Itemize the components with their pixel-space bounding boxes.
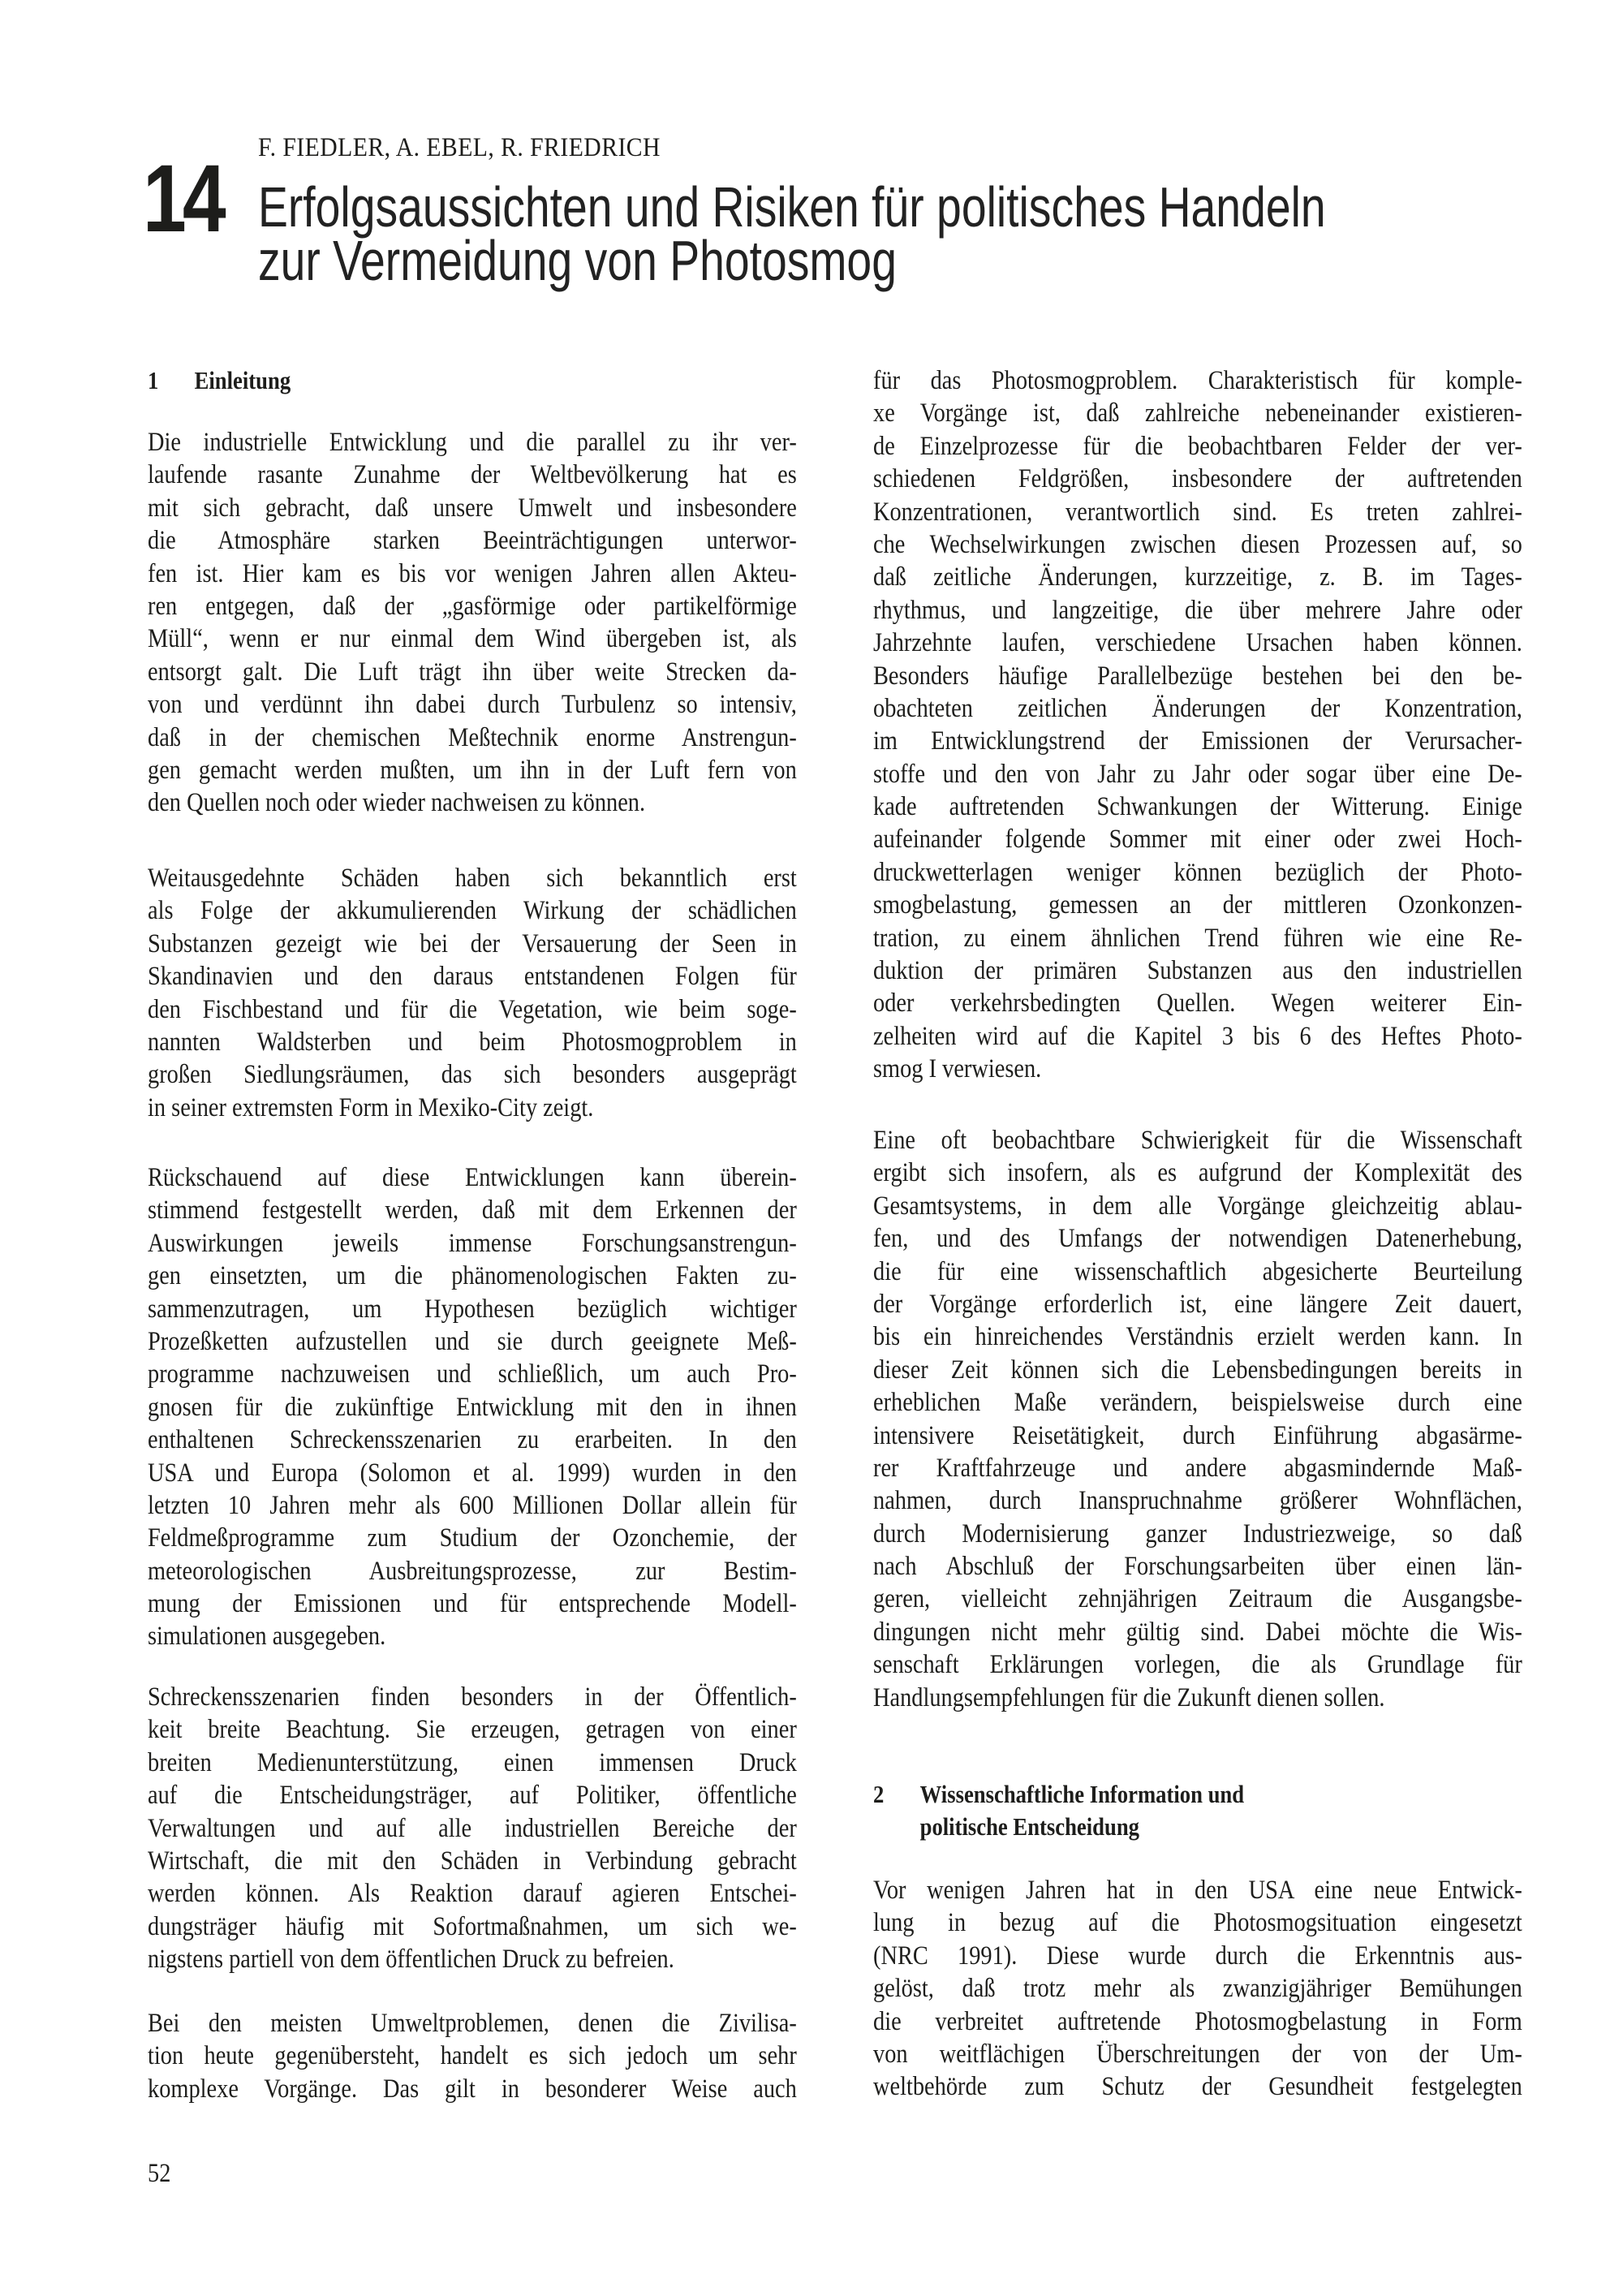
section-number: 1 <box>148 366 159 394</box>
text-line: sammenzutragen, um Hypothesen bezüglich wichtiger <box>148 1294 797 1324</box>
text-line: Weitausgedehnte Schäden haben sich bekanntlich erst <box>148 864 797 893</box>
text-line: Rückschauend auf diese Entwicklungen kann überein- <box>148 1163 797 1192</box>
text-line: programme nachzuweisen und schließlich, um auch Pro- <box>148 1359 797 1389</box>
text-line: als Folge der akkumulierenden Wirkung der schädlichen <box>148 896 797 926</box>
text-line: Jahrzehnte laufen, verschiedene Ursachen haben können. <box>873 628 1522 658</box>
paragraph <box>873 364 1522 1086</box>
text-line: durch Modernisierung ganzer Industriezweige, so daß <box>873 1518 1522 1549</box>
text-line: den Quellen noch oder wieder nachweisen zu können. <box>148 788 646 818</box>
text-line: rer Kraftfahrzeuge und andere abgasmindernde Maß- <box>873 1453 1522 1483</box>
text-line: simulationen ausgegeben. <box>148 1622 386 1652</box>
text-line: (NRC 1991). Diese wurde durch die Erkenntnis aus- <box>873 1941 1522 1971</box>
text-line: zelheiten wird auf die Kapitel 3 bis 6 des Heftes Photo- <box>873 1021 1522 1051</box>
text-line: Schreckensszenarien finden besonders in der Öffentlich- <box>148 1682 797 1712</box>
text-line: in seiner extremsten Form in Mexiko-City zeigt. <box>148 1092 594 1122</box>
text-line: geren, vielleicht zehnjährigen Zeitraum die Ausgangsbe- <box>873 1584 1522 1614</box>
text-line: Besonders häufige Parallelbezüge bestehen bei den be- <box>873 661 1522 691</box>
text-line: rhythmus, und langzeitige, die über mehrere Jahre oder <box>873 595 1522 625</box>
text-line: xe Vorgänge ist, daß zahlreiche nebeneinander existieren- <box>873 398 1522 429</box>
text-line: keit breite Beachtung. Sie erzeugen, getragen von einer <box>148 1715 797 1745</box>
text-line: Prozeßketten aufzustellen und sie durch geeignete Meß- <box>148 1326 797 1356</box>
text-line: che Wechselwirkungen zwischen diesen Prozessen auf, so <box>873 529 1522 559</box>
text-line: die für eine wissenschaftlich abgesicherte Beurteilung <box>873 1256 1522 1286</box>
chapter-title <box>258 175 1326 292</box>
text-line: senschaft Erklärungen vorlegen, die als Grundlage für <box>873 1650 1522 1680</box>
text-line: obachteten zeitlichen Änderungen der Konzentration, <box>873 693 1522 723</box>
text-line: enthaltenen Schreckensszenarien zu erarbeiten. In den <box>148 1425 797 1455</box>
text-line: aufeinander folgende Sommer mit einer oder zwei Hoch- <box>873 825 1522 855</box>
text-line: entsorgt galt. Die Luft trägt ihn über weite Strecken da- <box>148 657 797 687</box>
text-line: auf die Entscheidungsträger, auf Politiker, öffentliche <box>148 1781 797 1811</box>
text-line: laufende rasante Zunahme der Weltbevölkerung hat es <box>148 460 797 490</box>
text-line: Verwaltungen und auf alle industriellen Bereiche der <box>148 1813 797 1843</box>
text-line: fen ist. Hier kam es bis vor wenigen Jahren allen Akteu- <box>148 558 797 588</box>
text-line: gelöst, daß trotz mehr als zwanzigjähriger Bemühungen <box>873 1974 1522 2004</box>
section-number: 2 <box>873 1780 885 1808</box>
text-line: Auswirkungen jeweils immense Forschungsanstrengun- <box>148 1228 797 1258</box>
page-number: 52 <box>148 2159 171 2188</box>
paragraph <box>873 1124 1522 1714</box>
paragraph <box>148 2007 797 2105</box>
text-line: oder verkehrsbedingten Quellen. Wegen weiterer Ein- <box>873 989 1522 1019</box>
chapter-number: 14 <box>143 145 222 252</box>
text-line: Müll“, wenn er nur einmal dem Wind übergeben ist, als <box>148 624 797 654</box>
paragraph <box>148 1161 797 1653</box>
text-line: Feldmeßprogramme zum Studium der Ozonchemie, der <box>148 1523 797 1553</box>
text-line: Eine oft beobachtbare Schwierigkeit für die Wissenschaft <box>873 1126 1522 1155</box>
text-line: Substanzen gezeigt wie bei der Versauerung der Seen in <box>148 928 797 958</box>
text-line: smog I verwiesen. <box>873 1054 1042 1084</box>
paragraph <box>148 1681 797 1976</box>
text-line: daß in der chemischen Meßtechnik enorme Anstrengun- <box>148 722 797 752</box>
text-line: nigstens partiell von dem öffentlichen Druck zu befreien. <box>148 1945 674 1975</box>
text-line: den Fischbestand und für die Vegetation, wie beim soge- <box>148 994 797 1024</box>
text-line: gen gemacht werden mußten, um ihn in der Luft fern von <box>148 755 797 785</box>
text-line: Skandinavien und den daraus entstandenen Folgen für <box>148 962 797 992</box>
text-line: von weitflächigen Überschreitungen der von der Um- <box>873 2039 1522 2069</box>
text-line: dingungen nicht mehr gültig sind. Dabei möchte die Wis- <box>873 1617 1522 1647</box>
text-line: Die industrielle Entwicklung und die parallel zu ihr ver- <box>148 428 797 457</box>
chapter-title-line: zur Vermeidung von Photosmog <box>258 229 897 292</box>
text-line: komplexe Vorgänge. Das gilt in besonderer Weise auch <box>148 2074 797 2104</box>
text-line: de Einzelprozesse für die beobachtbaren Felder der ver- <box>873 431 1522 461</box>
text-line: erheblichen Maße verändern, beispielsweise durch eine <box>873 1388 1522 1418</box>
text-line: Wirtschaft, die mit den Schäden in Verbindung gebracht <box>148 1846 797 1876</box>
text-line: stoffe und den von Jahr zu Jahr oder sogar über eine De- <box>873 759 1522 789</box>
text-line: daß zeitliche Änderungen, kurzzeitige, z. B. im Tages- <box>873 562 1522 592</box>
text-line: USA und Europa (Solomon et al. 1999) wurden in den <box>148 1458 797 1488</box>
chapter-authors: F. FIEDLER, A. EBEL, R. FRIEDRICH <box>258 133 661 162</box>
text-line: von und verdünnt ihn dabei durch Turbulenz so intensiv, <box>148 690 797 720</box>
text-line: der Vorgänge erforderlich ist, eine längere Zeit dauert, <box>873 1289 1522 1319</box>
text-line: fen, und des Umfangs der notwendigen Datenerhebung, <box>873 1224 1522 1254</box>
text-line: nahmen, durch Inanspruchnahme größerer Wohnflächen, <box>873 1486 1522 1516</box>
text-line: Bei den meisten Umweltproblemen, denen die Zivilisa- <box>148 2009 797 2038</box>
text-line: nannten Waldsterben und beim Photosmogproblem in <box>148 1027 797 1057</box>
text-line: mit sich gebracht, daß unsere Umwelt und insbesondere <box>148 493 797 523</box>
text-line: im Entwicklungstrend der Emissionen der Verursacher- <box>873 726 1522 756</box>
text-line: duktion der primären Substanzen aus den industriellen <box>873 956 1522 986</box>
text-line: breiten Medienunterstützung, einen immensen Druck <box>148 1747 797 1777</box>
section-title-line: politische Entscheidung <box>919 1812 1139 1841</box>
text-line: gen einsetzten, um die phänomenologischen Fakten zu- <box>148 1261 797 1291</box>
text-line: bis ein hinreichendes Verständnis erzielt werden kann. In <box>873 1322 1522 1352</box>
text-line: Konzentrationen, verantwortlich sind. Es treten zahlrei- <box>873 497 1522 527</box>
text-line: mung der Emissionen und für entsprechende Modell- <box>148 1589 797 1619</box>
paragraph <box>873 1874 1522 2104</box>
text-line: die Atmosphäre starken Beeinträchtigungen unterwor- <box>148 526 797 556</box>
text-line: meteorologischen Ausbreitungsprozesse, zur Bestim- <box>148 1556 797 1586</box>
text-line: ergibt sich insofern, als es aufgrund der Komplexität des <box>873 1158 1522 1188</box>
text-line: für das Photosmogproblem. Charakteristisch für komple- <box>873 366 1522 395</box>
text-line: lung in bezug auf die Photosmogsituation eingesetzt <box>873 1908 1522 1938</box>
text-line: die verbreitet auftretende Photosmogbelastung in Form <box>873 2006 1522 2036</box>
text-line: gnosen für die zukünftige Entwicklung mit den in ihnen <box>148 1392 797 1422</box>
text-line: großen Siedlungsräumen, das sich besonders ausgeprägt <box>148 1060 797 1090</box>
chapter-title-line: Erfolgsaussichten und Risiken für politisches Handeln <box>258 175 1326 239</box>
text-line: Handlungsempfehlungen für die Zukunft dienen sollen. <box>873 1682 1385 1712</box>
text-line: tration, zu einem ähnlichen Trend führen wie eine Re- <box>873 923 1522 953</box>
section-title-line: Wissenschaftliche Information und <box>919 1780 1245 1808</box>
text-line: tion heute gegenübersteht, handelt es sich jedoch um sehr <box>148 2041 797 2071</box>
text-line: kade auftretenden Schwankungen der Witterung. Einige <box>873 792 1522 822</box>
text-line: druckwetterlagen weniger können bezüglich der Photo- <box>873 857 1522 887</box>
text-line: stimmend festgestellt werden, daß mit dem Erkennen der <box>148 1195 797 1226</box>
text-line: schiedenen Feldgrößen, insbesondere der auftretenden <box>873 464 1522 494</box>
text-line: dungsträger häufig mit Sofortmaßnahmen, um sich we- <box>148 1911 797 1941</box>
paragraph <box>148 862 797 1124</box>
text-line: ren entgegen, daß der „gasförmige oder partikelförmige <box>148 591 797 621</box>
text-line: Gesamtsystems, in dem alle Vorgänge gleichzeitig ablau- <box>873 1191 1522 1221</box>
text-line: Vor wenigen Jahren hat in den USA eine neue Entwick- <box>873 1876 1522 1905</box>
text-line: dieser Zeit können sich die Lebensbedingungen bereits in <box>873 1355 1522 1385</box>
section-title: Einleitung <box>194 366 291 394</box>
text-line: letzten 10 Jahren mehr als 600 Millionen Dollar allein für <box>148 1490 797 1520</box>
text-line: weltbehörde zum Schutz der Gesundheit festgelegten <box>873 2072 1522 2102</box>
text-line: intensivere Reisetätigkeit, durch Einführung abgasärme- <box>873 1420 1522 1450</box>
text-line: nach Abschluß der Forschungsarbeiten über einen län- <box>873 1552 1522 1582</box>
text-line: smogbelastung, gemessen an der mittleren Ozonkonzen- <box>873 890 1522 920</box>
text-line: werden können. Als Reaktion darauf agieren Entschei- <box>148 1879 797 1909</box>
paragraph <box>148 426 797 820</box>
